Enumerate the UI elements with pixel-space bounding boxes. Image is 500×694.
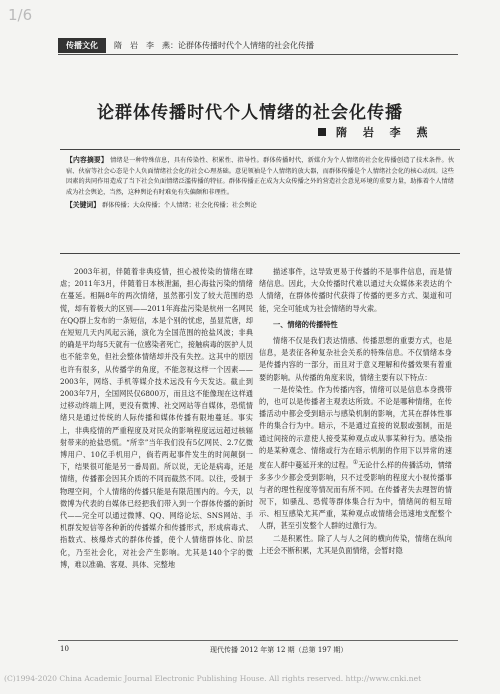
body-column-left — [60, 266, 253, 571]
footnote-marker: ① — [352, 459, 359, 467]
abstract-text: 情绪是一种特殊信息，具有传染性、积累性、指导性。群体传播时代，新媒介为个人情绪的社会化传播创造了技术条件。伙宿、伙宿等社会心态是个人负面情绪社会化的社会心理基础。意见领袖是个人情绪的放大器，而群体传播是个人情绪社会化的核心动因。这些因素的共同作用造成了当下社会负面情绪泛滥传播的特征。群体传播正在成为大众传播之外的营造社会意见环境的重要力量，助推着个人情绪成为社会舆论，当然，这种舆论有时难免有失偏颇和非理性。 — [66, 157, 455, 196]
journal-citation: 现代传播 2012 年第 12 期（总第 197 期） — [210, 646, 348, 654]
keywords-label: 【关键词】 — [66, 201, 100, 209]
column-tag: 传播文化 — [58, 38, 106, 53]
keywords-text: 群体传播；大众传播；个人情绪；社会化传播；社会舆论 — [101, 202, 257, 209]
point-two-paragraph — [259, 533, 452, 557]
author-line — [318, 124, 434, 140]
point-one-paragraph — [259, 384, 452, 533]
abstract-box — [60, 149, 460, 254]
section-heading: 一、情绪的传播特性 — [273, 319, 338, 329]
running-header — [58, 38, 458, 53]
article-title: 论群体传播时代个人情绪的社会化传播 — [97, 103, 403, 123]
copyright-watermark: (C)1994-2020 China Academic Journal Electronic Publishing House. All rights reserved. http://www.cnki.net — [4, 674, 422, 683]
point-two-text: 除了人与人之间的横向传染，情绪在纵向上还会不断积累，尤其是负面情绪，会暂时隐 — [259, 533, 452, 555]
footer-rule — [58, 640, 458, 641]
page-indicator: 1/6 — [8, 6, 33, 24]
running-title: 隋 岩 李 燕：论群体传播时代个人情绪的社会化传播 — [114, 41, 314, 50]
header-rule — [58, 54, 458, 55]
body-paragraph: 2003年初，伴随着非典疫情，担心被传染的情绪在肆虐；2011年3月，伴随着日本核泄漏，担心海盐污染的情绪在蔓延。相隔8年的两次情绪，虽然都引发了较大范围的恐慌，却有着极大的区别——2011年海盐污染是杭州一名网民在QQ群上发布的一条短信，本是个别的忧虑，虽显荒唐，却在短短几天内风起云涌，演化为全国范围的抢盐风波；非典的确是平均每5天就有一位感染者死亡，接触病毒的医护人员也不能幸免，但社会整体情绪却并没有失控。这其中的原因也许有很多，从传播学的角度，不能忽视这样一个因素——2003年，网络、手机等媒介技术远没有今天发达。截止到2003年7月，全国网民仅6800万，而且这不能像现在这样通过移动终端上网，更没有微博、社交网站等自媒体，恐慌情绪只是通过传统的人际传播和媒体传播有限地蔓延。事实上，非典疫情的严重程度及对民众的影响程度远远超过核辐射带来的抢盐恐慌。“所幸”当年我们没有5亿网民、2.7亿微博用户、10亿手机用户，倘若两起事件发生的时间颠倒一下，结果很可能是另一番局面。所以说，无论是病毒，还是情绪，传播都会因其介质的不同而截然不同。以往，受制于物理空间，个人情绪的传播只能是有限范围内的。今天，以微博为代表的自媒体已经把我们带入到一个群体传播的新时代——完全可以通过微博、QQ、网络论坛、SNS网站、手机群发短信等各种新的传播媒介和传播形式，形成病毒式、指数式、核爆炸式的群体传播，使个人情绪群体化、阶层化，乃至社会化，对社会产生影响。尤其是140个字的微博，难以准确、客观、具体、完整地 — [60, 267, 253, 569]
point-one-text: 作为传播内容，情绪可以是信息本身携带的，也可以是传播者主观表达所致。不论是哪种情绪，在传播活动中都会受到暗示与感染机制的影响，尤其在群体性事件的集合行为中。暗示，不是通过直接的说服或强制，而是通过间接的示意使人接受某种观点或从事某种行为。感染指的是某种观念、情绪或行为在暗示机制的作用下以异常的速度在人群中蔓延开来的过程。 — [259, 384, 452, 470]
keywords — [66, 200, 454, 212]
abstract — [66, 155, 454, 198]
body-column-right — [259, 266, 452, 557]
point-two-lead: 二是积累性。 — [273, 533, 318, 543]
abstract-label: 【内容摘要】 — [66, 156, 108, 164]
page-number: 10 — [60, 645, 69, 653]
body-paragraph: 描述事件，这导致更易于传播的不是事件信息，而是情绪信息。因此，大众传播时代难以通过大众媒体来表达的个人情绪，在群体传播时代获得了传播的更多方式、渠道和可能，完全可能成为社会情绪的导火索。 — [259, 267, 452, 313]
body-paragraph: 情绪不仅是我们表达情感、传播思想的重要方式，也是信息，是表征各种复杂社会关系的特殊信息。不仅情绪本身是传播内容的一部分，而且对于意义理解和传播效果有着重要的影响。从传播的角度来说，情绪主要有以下特点： — [259, 336, 452, 382]
point-one-tail: 无论什么样的传播活动，情绪多多少少都会受到影响，只不过受影响的程度大小视传播事与者的理性程度等情况而有所不同。在传播者失去理智的情况下，如骚乱、恐慌等群体集合行为中，情绪间的相互暗示、相互感染尤其严重，某种观点或情绪会迅速地支配整个人群，甚至引发整个人群的过激行为。 — [259, 460, 452, 531]
square-bullet-icon — [318, 128, 326, 136]
point-one-lead: 一是传染性。 — [273, 384, 318, 394]
author-names: 隋 岩 李 燕 — [336, 126, 434, 139]
